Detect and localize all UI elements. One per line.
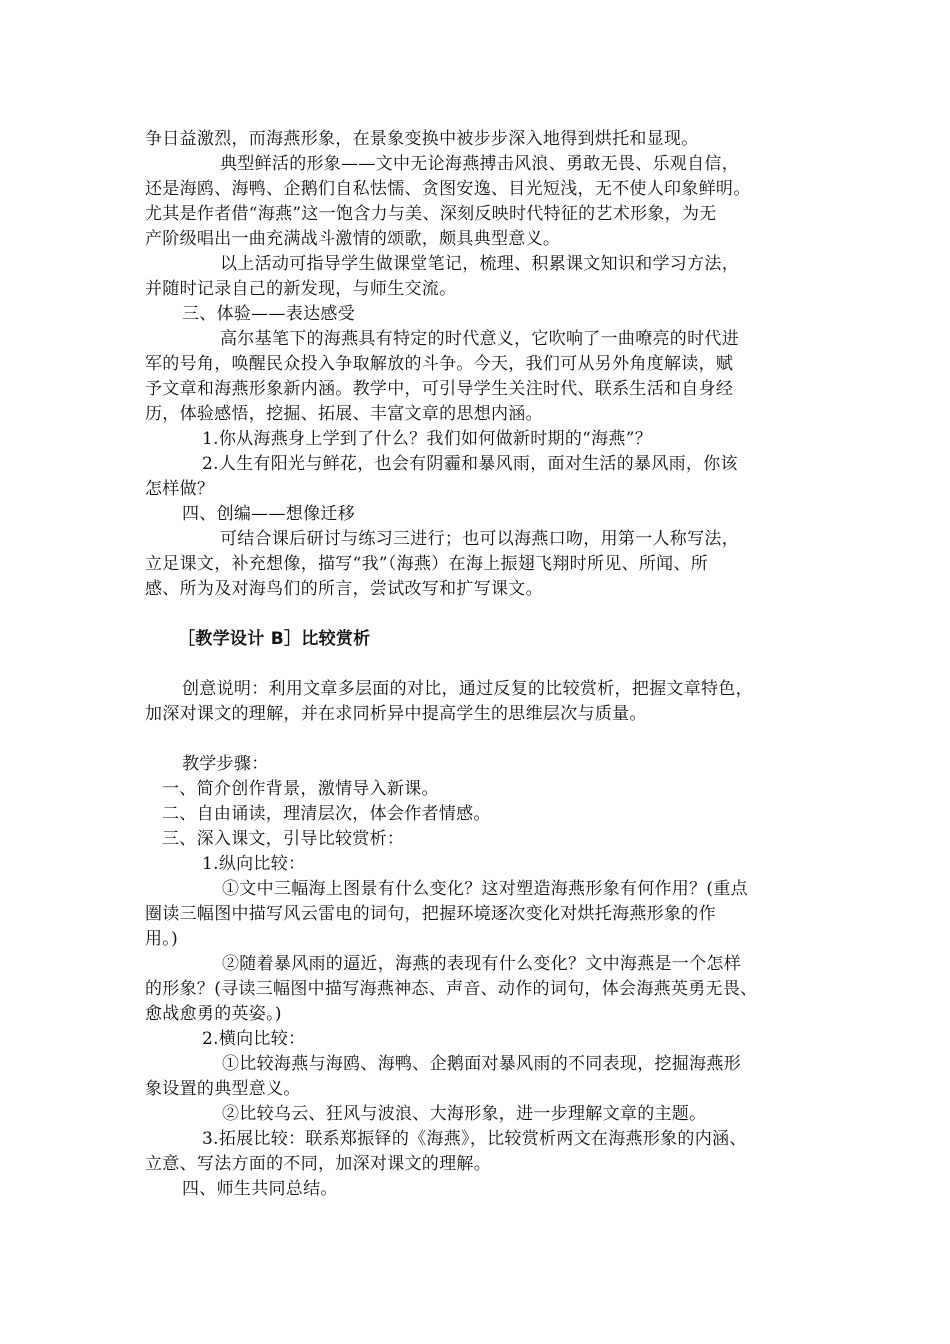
steps-title: 教学步骤： — [182, 754, 269, 774]
body-text-line: 军的号角，唤醒民众投入争取解放的斗争。今天，我们可从另外角度解读，赋 — [145, 354, 734, 374]
step-item: 四、师生共同总结。 — [182, 1179, 338, 1199]
section-heading: 三、体验——表达感受 — [182, 304, 355, 324]
body-text-line: ②随着暴风雨的逼近，海燕的表现有什么变化？文中海燕是一个怎样 — [222, 954, 741, 974]
body-text-line: 立意、写法方面的不同，加深对课文的理解。 — [145, 1154, 491, 1174]
body-text-line: ①文中三幅海上图景有什么变化？这对塑造海燕形象有何作用？(重点 — [222, 879, 748, 899]
body-text-line: ②比较乌云、狂风与波浪、大海形象，进一步理解文章的主题。 — [222, 1104, 707, 1124]
body-text-line: 创意说明：利用文章多层面的对比，通过反复的比较赏析，把握文章特色， — [182, 679, 753, 699]
body-text-line: 加深对课文的理解，并在求同析异中提高学生的思维层次与质量。 — [145, 704, 647, 724]
sub-step-item: 2.横向比较： — [202, 1029, 306, 1049]
sub-step-item: 3.拓展比较：联系郑振铎的《海燕》，比较赏析两文在海燕形象的内涵、 — [202, 1129, 747, 1149]
body-text-line: 还是海鸥、海鸭、企鹅们自私怯懦、贪图安逸、目光短浅，无不使人印象鲜明。 — [145, 179, 751, 199]
body-text-line: 争日益激烈，而海燕形象，在景象变换中被步步深入地得到烘托和显现。 — [145, 129, 699, 149]
question-item: 1.你从海燕身上学到了什么？我们如何做新时期的“海燕”？ — [202, 429, 653, 449]
body-text-line: 圈读三幅图中描写风云雷电的词句，把握环境逐次变化对烘托海燕形象的作 — [145, 904, 716, 924]
step-item: 三、深入课文，引导比较赏析： — [162, 829, 405, 849]
body-text-line: 可结合课后研讨与练习三进行；也可以海燕口吻，用第一人称写法， — [220, 529, 739, 549]
body-text-line: 以上活动可指导学生做课堂笔记，梳理、积累课文知识和学习方法， — [220, 254, 739, 274]
body-text-line: 象设置的典型意义。 — [145, 1079, 301, 1099]
body-text-line: 怎样做？ — [145, 479, 215, 499]
body-text-line: 用。) — [145, 929, 179, 949]
sub-step-item: 1.纵向比较： — [202, 854, 306, 874]
body-text-line: 历，体验感悟，挖掘、拓展、丰富文章的思想内涵。 — [145, 404, 543, 424]
section-heading: 四、创编——想像迁移 — [182, 504, 355, 524]
body-text-line: 典型鲜活的形象——文中无论海燕搏击风浪、勇敢无畏、乐观自信， — [220, 154, 739, 174]
body-text-line: 高尔基笔下的海燕具有特定的时代意义，它吹响了一曲嘹亮的时代进 — [220, 329, 739, 349]
body-text-line: 立足课文，补充想像，描写“我”（海燕）在海上振翅飞翔时所见、所闻、所 — [145, 554, 709, 574]
body-text-line: 愈战愈勇的英姿。) — [145, 1004, 282, 1024]
step-item: 二、自由诵读，理清层次，体会作者情感。 — [162, 804, 491, 824]
design-b-heading: ［教学设计 B］比较赏析 — [178, 629, 371, 649]
body-text-line: ①比较海燕与海鸥、海鸭、企鹅面对暴风雨的不同表现，挖掘海燕形 — [222, 1054, 741, 1074]
body-text-line: 予文章和海燕形象新内涵。教学中，可引导学生关注时代、联系生活和自身经 — [145, 379, 734, 399]
body-text-line: 的形象？(寻读三幅图中描写海燕神态、声音、动作的词句，体会海燕英勇无畏、 — [145, 979, 758, 999]
body-text-line: 尤其是作者借“海燕”这一饱含力与美、深刻反映时代特征的艺术形象，为无 — [145, 204, 717, 224]
body-text-line: 并随时记录自己的新发现，与师生交流。 — [145, 279, 457, 299]
body-text-line: 感、所为及对海鸟们的所言，尝试改写和扩写课文。 — [145, 579, 543, 599]
question-item: 2.人生有阳光与鲜花，也会有阴霾和暴风雨，面对生活的暴风雨，你该 — [202, 454, 738, 474]
step-item: 一、简介创作背景，激情导入新课。 — [162, 779, 439, 799]
body-text-line: 产阶级唱出一曲充满战斗激情的颂歌，颇具典型意义。 — [145, 229, 561, 249]
